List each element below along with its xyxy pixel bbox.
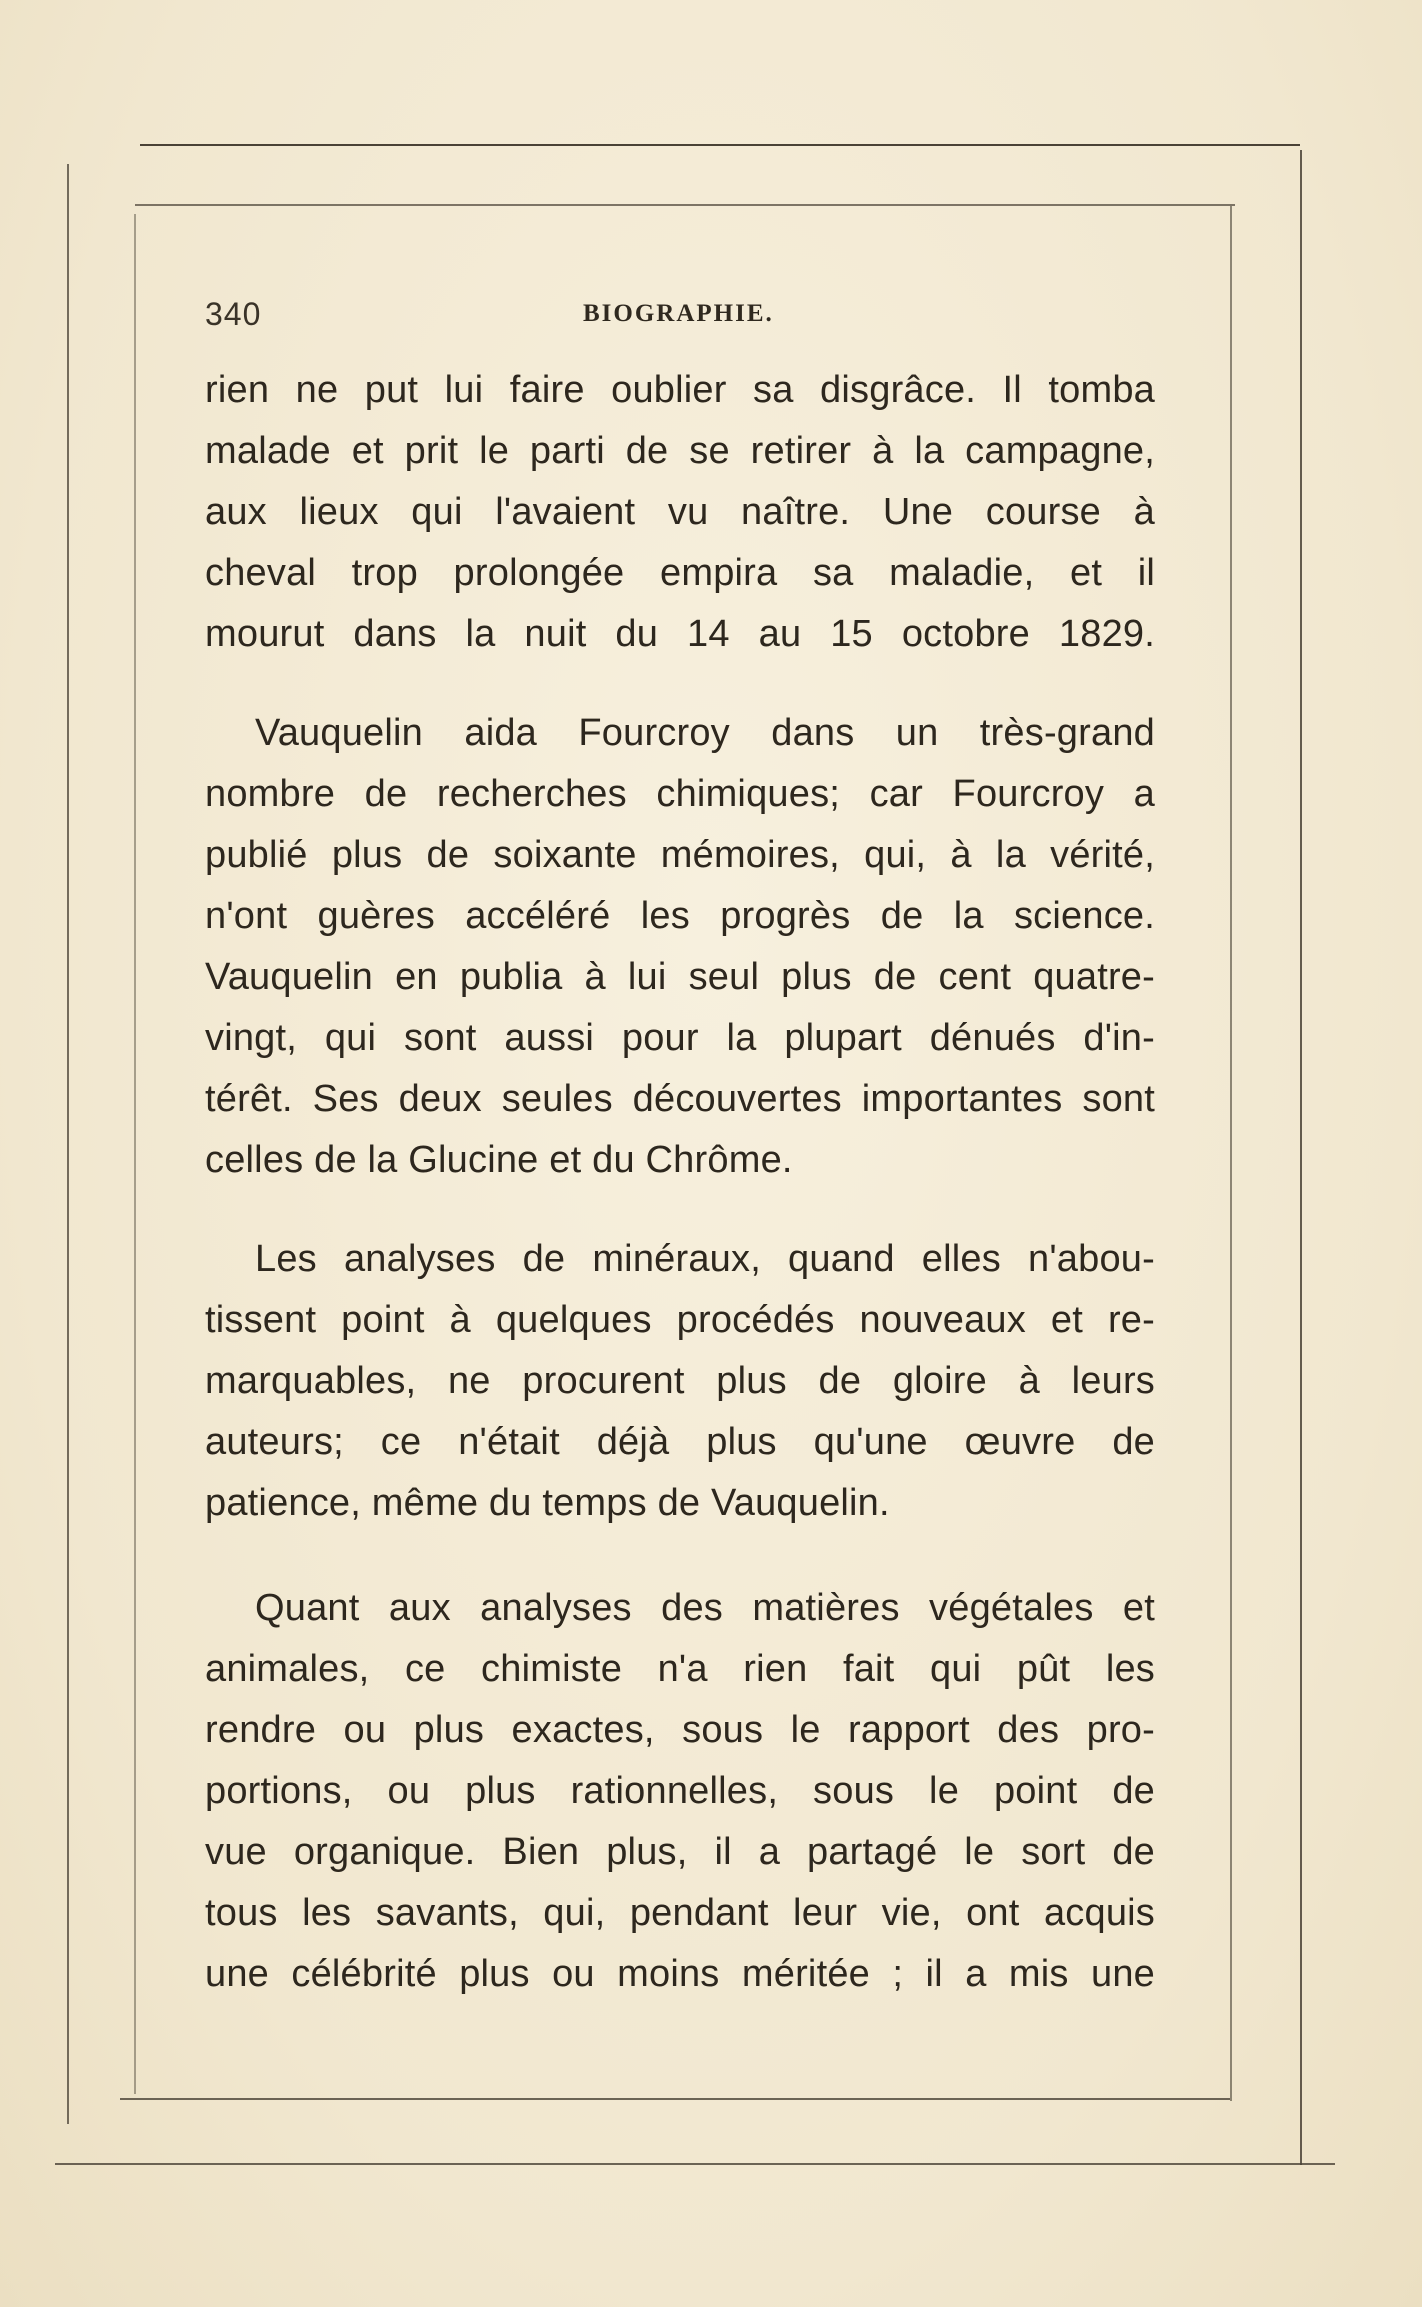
text-line: Vauquelin aida Fourcroy dans un très-grand	[255, 712, 1155, 754]
page-header	[205, 296, 1205, 336]
frame-line-bottom-outer	[55, 2163, 1335, 2165]
text-line: patience, même du temps de Vauquelin.	[205, 1482, 890, 1524]
paragraph-2	[205, 703, 1155, 1191]
frame-line-left-inner	[134, 214, 136, 2094]
text-line: tous les savants, qui, pendant leur vie, ont acquis	[205, 1892, 1155, 1934]
running-head: BIOGRAPHIE.	[583, 300, 774, 327]
paragraph-1	[205, 360, 1155, 665]
text-line: celles de la Glucine et du Chrôme.	[205, 1139, 793, 1181]
text-line: portions, ou plus rationnelles, sous le point de	[205, 1770, 1155, 1812]
frame-line-right-outer	[1300, 150, 1302, 2165]
text-line: n'ont guères accéléré les progrès de la science.	[205, 895, 1155, 937]
text-line: aux lieux qui l'avaient vu naître. Une course à	[205, 491, 1155, 533]
text-line: vue organique. Bien plus, il a partagé le sort de	[205, 1831, 1155, 1873]
frame-line-top-inner	[135, 204, 1235, 206]
frame-line-left-outer	[67, 164, 69, 2124]
text-line: marquables, ne procurent plus de gloire à leurs	[205, 1360, 1155, 1402]
text-line: publié plus de soixante mémoires, qui, à la vérité,	[205, 834, 1155, 876]
frame-line-bottom-inner	[120, 2098, 1230, 2100]
text-line: rien ne put lui faire oublier sa disgrâce. Il tomba	[205, 369, 1155, 411]
text-line: mourut dans la nuit du 14 au 15 octobre 1829.	[205, 613, 1155, 655]
text-line: animales, ce chimiste n'a rien fait qui pût les	[205, 1648, 1155, 1690]
text-line: une célébrité plus ou moins méritée ; il a mis une	[205, 1953, 1155, 1995]
paragraph-3	[205, 1229, 1155, 1534]
text-line: cheval trop prolongée empira sa maladie, et il	[205, 552, 1155, 594]
frame-line-top-outer	[140, 144, 1300, 146]
paragraph-4	[205, 1578, 1155, 2005]
text-line: Vauquelin en publia à lui seul plus de cent quatre-	[205, 956, 1155, 998]
text-line: Les analyses de minéraux, quand elles n'abou-	[255, 1238, 1155, 1280]
text-line: rendre ou plus exactes, sous le rapport des pro-	[205, 1709, 1155, 1751]
text-line: nombre de recherches chimiques; car Fourcroy a	[205, 773, 1155, 815]
text-line: Quant aux analyses des matières végétales et	[255, 1587, 1155, 1629]
text-line: tissent point à quelques procédés nouveaux et re-	[205, 1299, 1155, 1341]
frame-line-right-inner	[1230, 206, 1232, 2101]
body-text	[205, 360, 1155, 2039]
text-line: malade et prit le parti de se retirer à la campagne,	[205, 430, 1155, 472]
text-line: térêt. Ses deux seules découvertes importantes sont	[205, 1078, 1155, 1120]
page-number: 340	[205, 296, 262, 332]
text-line: auteurs; ce n'était déjà plus qu'une œuvre de	[205, 1421, 1155, 1463]
text-line: vingt, qui sont aussi pour la plupart dénués d'in-	[205, 1017, 1155, 1059]
